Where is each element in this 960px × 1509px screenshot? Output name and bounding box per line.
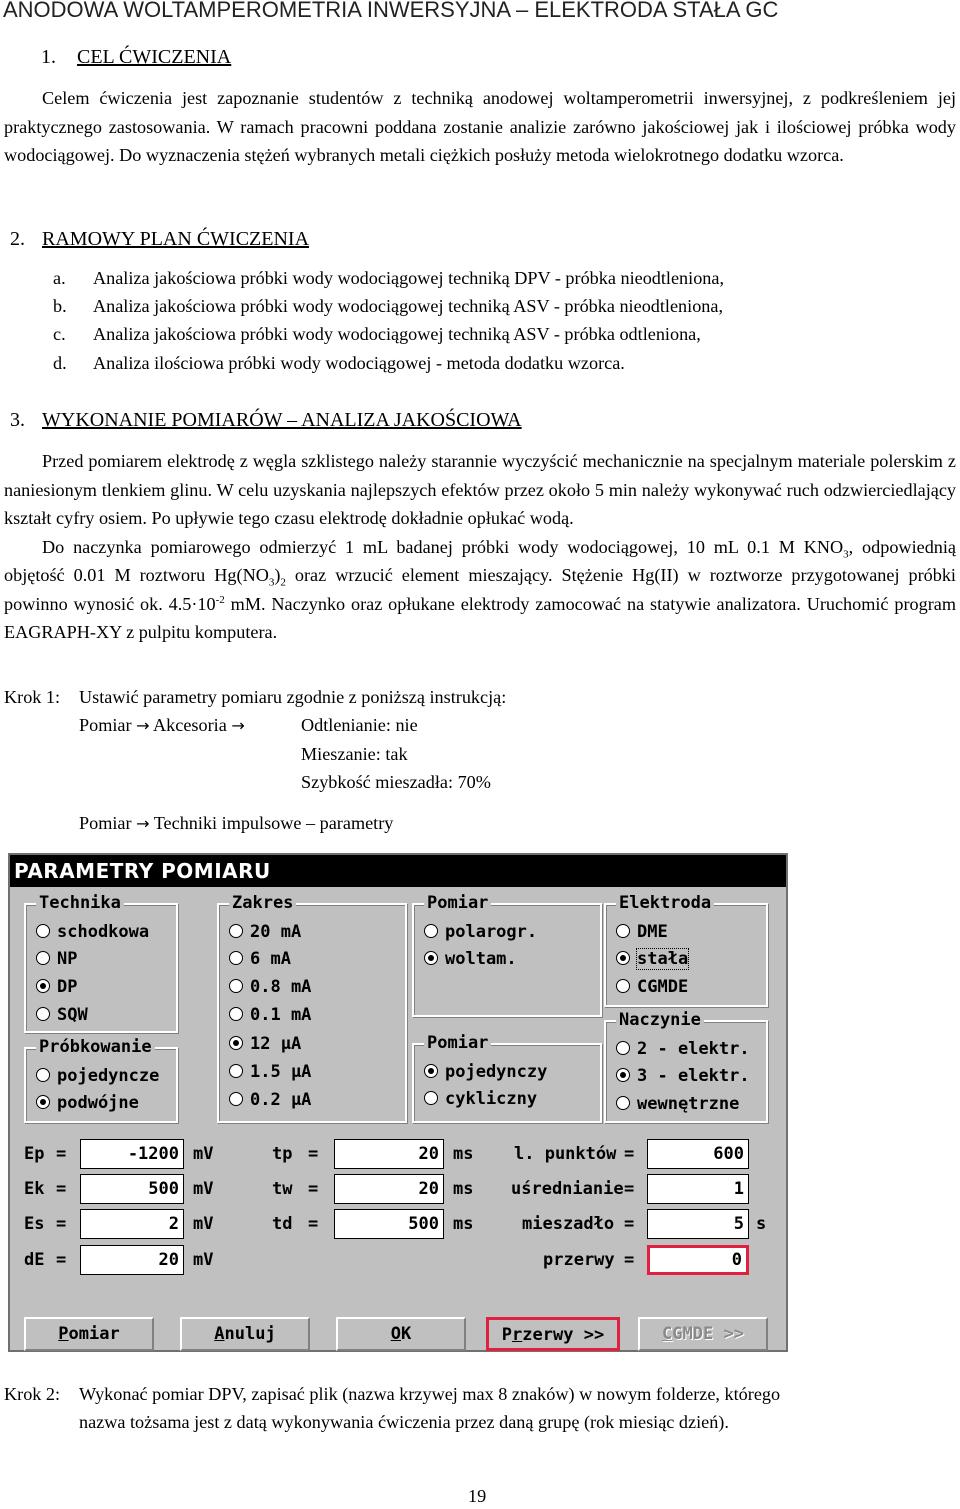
krok-1-path-2: Pomiar → Techniki impulsowe – parametry bbox=[79, 813, 394, 833]
eq-tw: = bbox=[308, 1179, 319, 1199]
unit-mieszadlo: s bbox=[756, 1214, 767, 1234]
section-3-paragraphs bbox=[4, 447, 956, 647]
ok-button[interactable]: OK bbox=[336, 1317, 466, 1351]
radio-selected-icon bbox=[424, 1064, 438, 1078]
document-page: ANODOWA WOLTAMPEROMETRIA INWERSYJNA – ELEKTRODA STAŁA GC 1. CEL ĆWICZENIA Celem ćwiczenia jest zapoznanie studentów z techniką anodowej woltamperometrii inwersyjnej, z podkreśleniem jej praktycznego zastosowania. W ramach pracowni poddana zostanie analizie zarówno jakościowej jak i ilościowej próbka wody wodociągowej. Do wyznaczenia stężeń wybranych metali ciężkich posłuży metoda wielokrotnego dodatku wzorca. 2. RAMOWY PLAN ĆWICZENIA a. Analiza jakościowa próbki wody wodociągowej techniką DPV - próbka nieodtleniona, b. Analiza jakościowa próbki wody wodociągowej techniką ASV - próbka nieodtleniona, c. Analiza jakościowa próbki wody wodociągowej techniką ASV - próbka odtleniona, d. Analiza ilościowa próbki wody wodociągowej - metoda dodatku wzorca. 3. WYKONANIE POMIARÓW – ANALIZA JAKOŚCIOWA Przed pomiarem elektrodę z węgla szklistego należy starannie wyczyścić mechanicznie na specjalnym materiale polerskim z naniesionym tlenkiem glinu. W celu uzyskania najlepszych efektów przez około 5 min należy wykonywać ruch odzwierciedlający kształt cyfry osiem. Po upływie tego czasu elektrodę dokładnie opłukać wodą. Do naczynka pomiarowego odmierzyć 1 mL badanej próbki wody wodociągowej, 10 mL 0.1 M $KNO_3$, odpowiednią objętość 0.01 M roztworu $Hg(NO_3)_2$ oraz wrzucić element mieszający. Stężenie Hg(II) w roztworze przygotowanej próbki powinno wynosić ok. $4.5\cdot 10^{-2}$ mM. Naczynko oraz opłukane elektrody zamocować na statywie analizatora. Uruchomić program EAGRAPH-XY z pulpitu komputera. Krok 1: Ustawić parametry pomiaru zgodnie z poniższą instrukcją: Pomiar → Akcesoria → Odtlenianie: nie Mieszanie: tak Szybkość mieszadła: 70% Pomiar → Techniki impulsowe – parametry PARAMETRY POMIARU Technika schodkowa NP DP SQW Próbkowanie pojedyncze podwójne Zakres 20 mA 6 mA 0.8 mA 0.1 mA 12 µA 1.5 µA 0.2 µA Pomiar polarogr. woltam. Pomiar pojedynczy cykliczny Elektroda DME stała CGMDE Naczynie 2 - elektr. 3 - elektr. wewnętrzne Ep = -1200 mV Ek = 500 mV Es = 2 mV dE = 20 mV tp = 20 ms tw = 20 ms td = 500 ms l. punktów = 600 uśrednianie = 1 mieszadło = 5 s przerwy = 0 Pomiar Anuluj OK Przerwy >> CGMDE >> Krok 2: Wykonać pomiar DPV, zapisać plik (nazwa krzywej max 8 znaków) w nowym folderze, którego nazwa tożsama jest z datą wykonywania ćwiczenia przez daną grupę (rok miesiąc dzień). 19 bbox=[0, 0, 960, 1509]
radio-pojedynczy[interactable]: pojedynczy bbox=[424, 1061, 547, 1083]
arrow-right-icon: → bbox=[136, 814, 150, 833]
field-de[interactable]: 20 bbox=[80, 1245, 184, 1275]
section-3-paragraph-2: Do naczynka pomiarowego odmierzyć 1 mL badanej próbki wody wodociągowej, 10 mL 0.1 M $KNO_3$, odpowiednią objętość 0.01 M roztworu $Hg(NO_3)_2$ oraz wrzucić element mieszający. Stężenie Hg(II) w roztworze przygotowanej próbki powinno wynosić ok. $4.5\cdot 10^{-2}$ mM. Naczynko oraz opłukane elektrody zamocować na statywie analizatora. Uruchomić program EAGRAPH-XY z pulpitu komputera. bbox=[4, 536, 957, 642]
anuluj-button[interactable]: Anuluj bbox=[180, 1317, 310, 1351]
section-2-heading bbox=[10, 228, 309, 251]
radio-icon bbox=[424, 924, 438, 938]
radio-0-8ma[interactable]: 0.8 mA bbox=[229, 976, 311, 998]
label-ep: Ep bbox=[24, 1144, 45, 1164]
unit-tp: ms bbox=[453, 1144, 474, 1164]
radio-0-1ma[interactable]: 0.1 mA bbox=[229, 1004, 311, 1026]
field-ek[interactable]: 500 bbox=[80, 1174, 184, 1204]
arrow-right-icon: → bbox=[231, 716, 245, 735]
eq-tp: = bbox=[308, 1144, 319, 1164]
section-3-number: 3. bbox=[10, 409, 25, 431]
section-2-number: 2. bbox=[10, 228, 25, 250]
setting-odtlenianie: Odtlenianie: nie bbox=[301, 715, 418, 735]
unit-ep: mV bbox=[193, 1144, 214, 1164]
dialog-title-bar: PARAMETRY POMIARU bbox=[10, 855, 786, 887]
krok-2-line-2: nazwa tożsama jest z datą wykonywania ćwiczenia przez daną grupę (rok miesiąc dzień). bbox=[79, 1412, 729, 1432]
page-number: 19 bbox=[468, 1486, 487, 1506]
field-td[interactable]: 500 bbox=[334, 1209, 444, 1239]
unit-tw: ms bbox=[453, 1179, 474, 1199]
radio-selected-icon bbox=[424, 951, 438, 965]
label-mieszadlo: mieszadło bbox=[522, 1214, 615, 1234]
field-tp[interactable]: 20 bbox=[334, 1139, 444, 1169]
field-tw[interactable]: 20 bbox=[334, 1174, 444, 1204]
radio-icon bbox=[36, 1068, 50, 1082]
section-1-heading bbox=[41, 46, 231, 69]
radio-selected-icon bbox=[36, 979, 50, 993]
radio-icon bbox=[616, 1041, 630, 1055]
section-3-paragraph-1: Przed pomiarem elektrodę z węgla szklistego należy starannie wyczyścić mechanicznie na specjalnym materiale polerskim z naniesionym tlenkiem glinu. W celu uzyskania najlepszych efektów przez około 5 min należy wykonywać ruch odzwierciedlający kształt cyfry osiem. Po upływie tego czasu elektrodę dokładnie opłukać wodą. bbox=[4, 451, 956, 528]
radio-dp[interactable]: DP bbox=[36, 976, 77, 998]
radio-selected-icon bbox=[36, 1095, 50, 1109]
field-ep[interactable]: -1200 bbox=[80, 1139, 184, 1169]
setting-szybkosc: Szybkość mieszadła: 70% bbox=[301, 772, 491, 792]
radio-schodkowa[interactable]: schodkowa bbox=[36, 921, 149, 943]
group-pomiar-cykl: Pomiar pojedynczy cykliczny bbox=[412, 1043, 602, 1123]
radio-dme[interactable]: DME bbox=[616, 921, 668, 943]
eq-przerwy: = bbox=[624, 1250, 635, 1270]
radio-icon bbox=[36, 951, 50, 965]
eq-usrednianie: = bbox=[624, 1179, 635, 1199]
label-es: Es bbox=[24, 1214, 45, 1234]
eq-ek: = bbox=[56, 1179, 67, 1199]
radio-selected-icon bbox=[616, 951, 630, 965]
radio-np[interactable]: NP bbox=[36, 948, 77, 970]
group-zakres: Zakres 20 mA 6 mA 0.8 mA 0.1 mA 12 µA 1.5 µA 0.2 µA bbox=[217, 903, 407, 1123]
radio-1-5ua[interactable]: 1.5 µA bbox=[229, 1061, 311, 1083]
eq-de: = bbox=[56, 1250, 67, 1270]
group-probkowanie: Próbkowanie pojedyncze podwójne bbox=[24, 1047, 178, 1123]
label-usrednianie: uśrednianie bbox=[511, 1179, 624, 1199]
label-tp: tp bbox=[272, 1144, 293, 1164]
radio-woltam[interactable]: woltam. bbox=[424, 948, 517, 970]
unit-es: mV bbox=[193, 1214, 214, 1234]
eq-ep: = bbox=[56, 1144, 67, 1164]
radio-cgmde[interactable]: CGMDE bbox=[616, 976, 688, 998]
arrow-right-icon: → bbox=[136, 716, 150, 735]
label-l-punktow: l. punktów bbox=[514, 1144, 617, 1164]
section-2-title: RAMOWY PLAN ĆWICZENIA bbox=[42, 228, 310, 250]
unit-de: mV bbox=[193, 1250, 214, 1270]
krok-2-line-1: Wykonać pomiar DPV, zapisać plik (nazwa krzywej max 8 znaków) w nowym folderze, którego bbox=[79, 1384, 781, 1404]
group-technika: Technika schodkowa NP DP SQW bbox=[24, 903, 178, 1033]
radio-sqw[interactable]: SQW bbox=[36, 1004, 88, 1026]
label-przerwy: przerwy bbox=[543, 1250, 615, 1270]
pomiar-button[interactable]: Pomiar bbox=[24, 1317, 154, 1351]
field-mieszadlo[interactable]: 5 bbox=[647, 1209, 749, 1239]
radio-2-elektr[interactable]: 2 - elektr. bbox=[616, 1038, 750, 1060]
radio-pojedyncze[interactable]: pojedyncze bbox=[36, 1065, 159, 1087]
label-tw: tw bbox=[272, 1179, 293, 1199]
radio-icon bbox=[229, 924, 243, 938]
group-pomiar-tryb: Pomiar polarogr. woltam. bbox=[412, 903, 602, 1017]
krok-1-label: Krok 1: bbox=[4, 687, 61, 707]
radio-6ma[interactable]: 6 mA bbox=[229, 948, 291, 970]
radio-3-elektr[interactable]: 3 - elektr. bbox=[616, 1065, 750, 1087]
unit-td: ms bbox=[453, 1214, 474, 1234]
group-elektroda: Elektroda DME stała CGMDE bbox=[604, 903, 768, 1007]
radio-icon bbox=[616, 979, 630, 993]
radio-stala[interactable]: stała bbox=[616, 948, 688, 970]
radio-icon bbox=[36, 924, 50, 938]
label-ek: Ek bbox=[24, 1179, 45, 1199]
section-3-heading bbox=[10, 409, 522, 432]
radio-icon bbox=[424, 1091, 438, 1105]
section-1-number: 1. bbox=[41, 46, 56, 68]
radio-polarogr[interactable]: polarogr. bbox=[424, 921, 537, 943]
section-1-paragraph: Celem ćwiczenia jest zapoznanie studentów z techniką anodowej woltamperometrii inwersyjnej, z podkreśleniem jej praktycznego zastosowania. W ramach pracowni poddana zostanie analizie zarówno jakościowej jak i ilościowej próbka wody wodociągowej. Do wyznaczenia stężeń wybranych metali ciężkich posłuży metoda wielokrotnego dodatku wzorca. bbox=[4, 88, 956, 165]
radio-icon bbox=[229, 1064, 243, 1078]
radio-selected-icon bbox=[616, 1068, 630, 1082]
setting-mieszanie: Mieszanie: tak bbox=[301, 744, 408, 764]
krok-1-path-1: Pomiar → Akcesoria → bbox=[79, 715, 245, 735]
label-td: td bbox=[272, 1214, 293, 1234]
parametry-pomiaru-dialog bbox=[8, 853, 788, 1352]
field-przerwy[interactable]: 0 bbox=[647, 1245, 749, 1275]
radio-icon bbox=[616, 924, 630, 938]
radio-icon bbox=[616, 1096, 630, 1110]
field-l-punktow[interactable]: 600 bbox=[647, 1139, 749, 1169]
section-1-title: CEL ĆWICZENIA bbox=[77, 46, 232, 68]
eq-es: = bbox=[56, 1214, 67, 1234]
eq-l-punktow: = bbox=[624, 1144, 635, 1164]
radio-20ma[interactable]: 20 mA bbox=[229, 921, 301, 943]
field-es[interactable]: 2 bbox=[80, 1209, 184, 1239]
label-de: dE bbox=[24, 1250, 45, 1270]
krok-2-label: Krok 2: bbox=[4, 1384, 61, 1404]
przerwy-button[interactable]: Przerwy >> bbox=[486, 1317, 620, 1351]
document-title: ANODOWA WOLTAMPEROMETRIA INWERSYJNA – ELEKTRODA STAŁA GC bbox=[3, 0, 779, 22]
radio-icon bbox=[36, 1007, 50, 1021]
section-3-title: WYKONANIE POMIARÓW – ANALIZA JAKOŚCIOWA bbox=[42, 409, 522, 431]
radio-podwojne[interactable]: podwójne bbox=[36, 1092, 139, 1114]
radio-12ua[interactable]: 12 µA bbox=[229, 1033, 301, 1055]
radio-icon bbox=[229, 979, 243, 993]
krok-1-text: Ustawić parametry pomiaru zgodnie z poniższą instrukcją: bbox=[79, 687, 507, 707]
field-usrednianie[interactable]: 1 bbox=[647, 1174, 749, 1204]
radio-0-2ua[interactable]: 0.2 µA bbox=[229, 1089, 311, 1111]
radio-cykliczny[interactable]: cykliczny bbox=[424, 1088, 537, 1110]
cgmde-button[interactable]: CGMDE >> bbox=[638, 1317, 768, 1351]
radio-icon bbox=[229, 951, 243, 965]
group-naczynie: Naczynie 2 - elektr. 3 - elektr. wewnętrzne bbox=[604, 1020, 768, 1123]
radio-selected-icon bbox=[229, 1036, 243, 1050]
radio-wewnetrzne[interactable]: wewnętrzne bbox=[616, 1093, 739, 1115]
radio-icon bbox=[229, 1092, 243, 1106]
unit-ek: mV bbox=[193, 1179, 214, 1199]
radio-icon bbox=[229, 1007, 243, 1021]
eq-mieszadlo: = bbox=[624, 1214, 635, 1234]
eq-td: = bbox=[308, 1214, 319, 1234]
